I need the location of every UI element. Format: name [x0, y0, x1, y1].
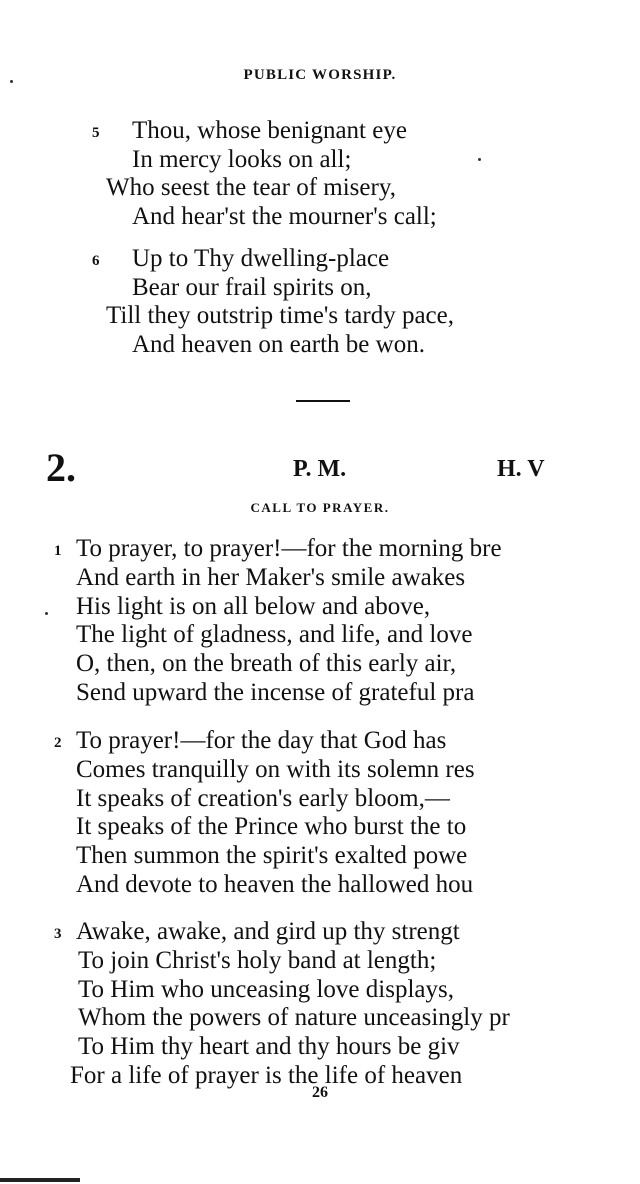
print-speck: [45, 612, 48, 615]
verse-number: 5: [92, 125, 100, 141]
verse-line: To Him who unceasing love displays,: [78, 975, 454, 1003]
verse-line: To prayer!—for the day that God has: [76, 727, 447, 754]
verse-line: And earth in her Maker's smile awakes: [76, 563, 466, 591]
scan-edge-mark: [0, 1178, 80, 1182]
verse-line: To join Christ's holy band at length;: [78, 946, 437, 974]
hymn-meter: P. M.: [293, 456, 347, 482]
verse-line: For a life of prayer is the life of heaven: [70, 1062, 463, 1089]
verse-line: Till they outstrip time's tardy pace,: [106, 302, 454, 329]
running-header: PUBLIC WORSHIP.: [243, 67, 397, 83]
verse-line: The light of gladness, and life, and love: [76, 621, 473, 649]
print-speck: [478, 158, 481, 161]
verse-line: Thou, whose benignant eye: [132, 117, 407, 144]
verse-line: And devote to heaven the hallowed hou: [76, 871, 474, 898]
verse-line: To Him thy heart and thy hours be giv: [78, 1033, 460, 1061]
hymn-title: CALL TO PRAYER.: [250, 500, 390, 515]
verse-line: Send upward the incense of grateful pra: [76, 679, 475, 706]
verse-line: In mercy looks on all;: [132, 145, 352, 173]
verse-line: Awake, awake, and gird up thy strengt: [76, 918, 460, 945]
page-number: 26: [312, 1084, 328, 1101]
print-speck: [10, 80, 13, 83]
verse-line: It speaks of the Prince who burst the to: [76, 813, 467, 841]
verse-line: Then summon the spirit's exalted powe: [76, 842, 468, 870]
verse-line: Who seest the tear of misery,: [106, 174, 396, 201]
verse-line: His light is on all below and above,: [76, 592, 431, 620]
verse-line: Up to Thy dwelling-place: [132, 245, 390, 272]
verse-line: Whom the powers of nature unceasingly pr: [78, 1004, 510, 1032]
hymn-number: 2.: [46, 445, 76, 490]
verse-line: Bear our frail spirits on,: [132, 273, 372, 301]
verse-number: 3: [54, 926, 62, 942]
verse-line: And hear'st the mourner's call;: [132, 202, 437, 230]
verse-line: It speaks of creation's early bloom,—: [76, 784, 450, 812]
verse-line: To prayer, to prayer!—for the morning bre: [76, 535, 502, 562]
verse-line: Comes tranquilly on with its solemn res: [76, 755, 475, 783]
verse-number: 1: [54, 543, 62, 559]
verse-line: O, then, on the breath of this early air,: [76, 650, 457, 678]
verse-line: And heaven on earth be won.: [132, 330, 425, 358]
verse-number: 2: [54, 735, 62, 751]
hymn-author: H. V: [497, 456, 545, 482]
verse-number: 6: [92, 253, 100, 269]
